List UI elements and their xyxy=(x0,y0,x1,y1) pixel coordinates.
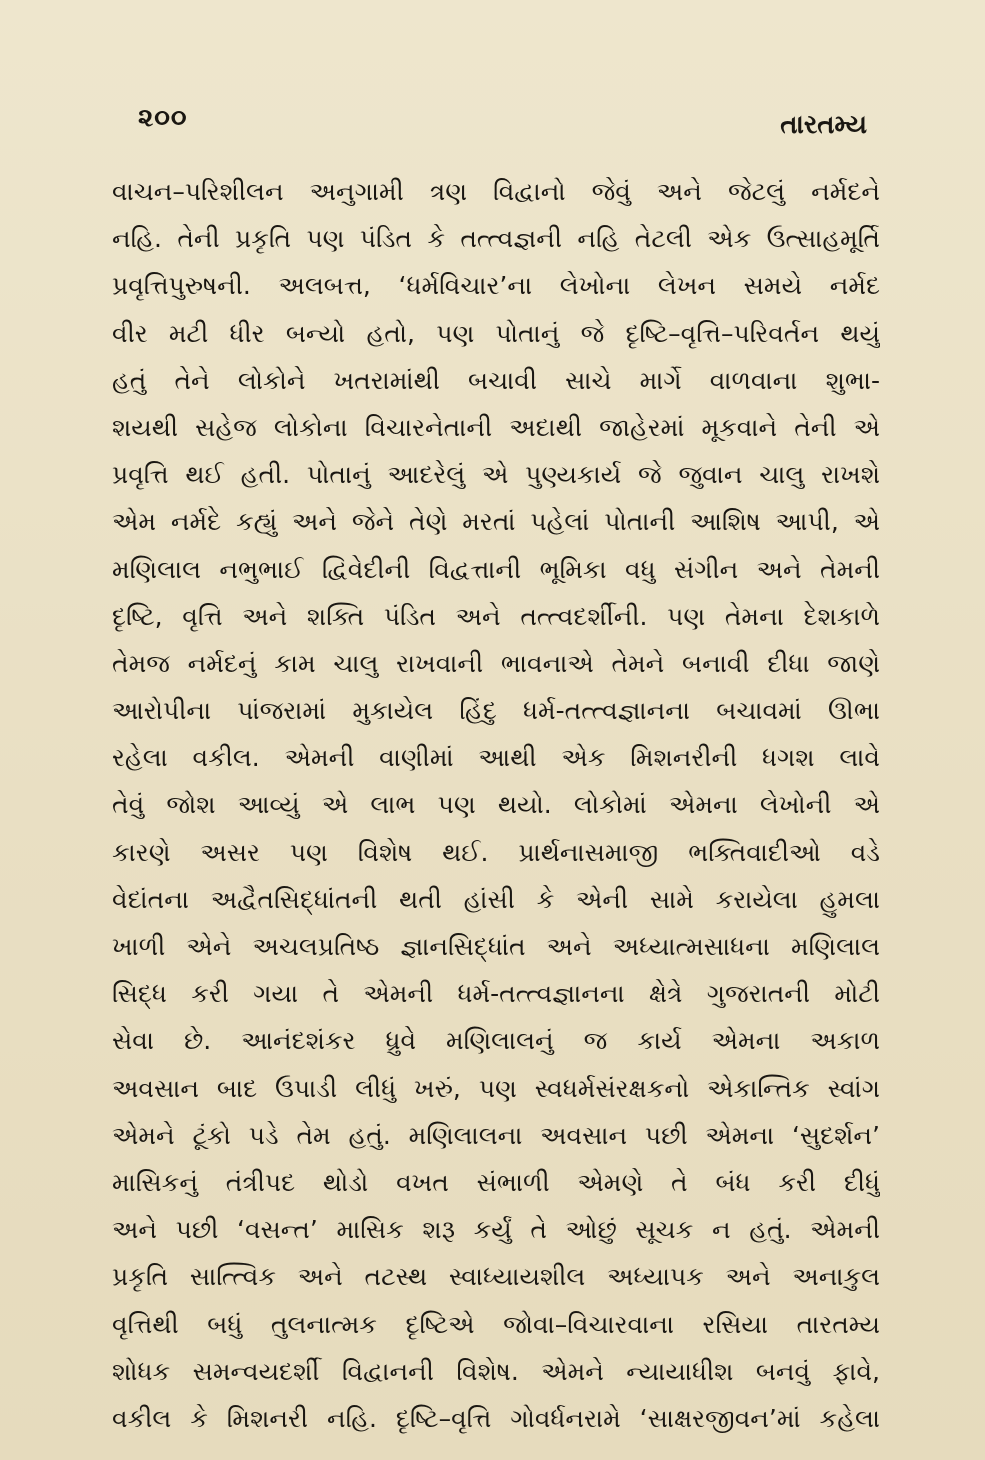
text-line: વાચન–પરિશીલન અનુગામી ત્રણ વિદ્વાનો જેવું અને જેટલું નર્મદને xyxy=(112,177,880,206)
text-line: શયથી સહેજ લોકોના વિચારનેતાની અદાથી જાહેરમાં મૂકવાને તેની એ xyxy=(112,412,880,442)
text-line: કારણે અસર પણ વિશેષ થઈ. પ્રાર્થનાસમાજી ભક્તિવાદીઓ વડે xyxy=(112,837,880,867)
page-number: ૨૦૦ xyxy=(138,103,188,133)
text-line: એમ નર્મદે કહ્યું અને જેને તેણે મરતાં પહેલાં પોતાની આશિષ આપી, એ xyxy=(112,507,880,537)
text-line: સિદ્ધ કરી ગયા તે એમની ધર્મ-તત્ત્વજ્ઞાનના ક્ષેત્રે ગુજરાતની મોટી xyxy=(112,979,880,1009)
text-line: પ્રવૃત્તિ થઈ હતી. પોતાનું આદરેલું એ પુણ્યકાર્ય જે જુવાન ચાલુ રાખશે xyxy=(112,460,880,490)
text-line: પ્રવૃત્તિપુરુષની. અલબત્ત, ‘ધર્મવિચાર’ના લેખોના લેખન સમયે નર્મદ xyxy=(112,271,880,301)
text-line: વીર મટી ધીર બન્યો હતો, પણ પોતાનું જે દૃષ્ટિ–વૃત્તિ–પરિવર્તન થયું xyxy=(112,318,880,348)
text-line: હતું તેને લોકોને ખતરામાંથી બચાવી સાચે માર્ગે વાળવાના શુભા- xyxy=(112,365,880,395)
text-line: વકીલ કે મિશનરી નહિ. દૃષ્ટિ–વૃત્તિ ગોવર્ધનરામે ‘સાક્ષરજીવન’માં કહેલા xyxy=(112,1403,880,1433)
body-paragraph xyxy=(112,168,880,1442)
text-line: તેમજ નર્મદનું કામ ચાલુ રાખવાની ભાવનાએ તેમને બનાવી દીધા જાણે xyxy=(112,648,880,678)
text-line: અને પછી ‘વસન્ત’ માસિક શરૂ કર્યું તે ઓછું સૂચક ન હતું. એમની xyxy=(112,1215,880,1245)
text-line: શોધક સમન્વયદર્શી વિદ્વાનની વિશેષ. એમને ન્યાયાધીશ બનવું ફાવે, xyxy=(112,1356,880,1386)
text-line: અવસાન બાદ ઉપાડી લીધું ખરું, પણ સ્વધર્મસંરક્ષકનો એકાન્તિક સ્વાંગ xyxy=(112,1073,880,1103)
text-line: આરોપીના પાંજરામાં મુકાયેલ હિંદુ ધર્મ-તત્ત્વજ્ઞાનના બચાવમાં ઊભા xyxy=(112,696,880,726)
text-line: સેવા છે. આનંદશંકર ધ્રુવે મણિલાલનું જ કાર્ય એમના અકાળ xyxy=(112,1026,880,1056)
text-line: ખાળી એને અચલપ્રતિષ્ઠ જ્ઞાનસિદ્ધાંત અને અધ્યાત્મસાધના મણિલાલ xyxy=(112,932,880,961)
text-line: મણિલાલ નભુભાઈ દ્વિવેદીની વિદ્વત્તાની ભૂમિકા વધુ સંગીન અને તેમની xyxy=(112,554,880,584)
text-line: દૃષ્ટિ, વૃત્તિ અને શક્તિ પંડિત અને તત્ત્વદર્શીની. પણ તેમના દેશકાળે xyxy=(112,601,880,631)
text-line: નહિ. તેની પ્રકૃતિ પણ પંડિત કે તત્ત્વજ્ઞની નહિ તેટલી એક ઉત્સાહમૂર્તિ xyxy=(112,224,880,254)
text-line: એમને ટૂંકો પડે તેમ હતું. મણિલાલના અવસાન પછી એમના ‘સુદર્શન’ xyxy=(112,1120,880,1150)
text-line: તેવું જોશ આવ્યું એ લાભ પણ થયો. લોકોમાં એમના લેખોની એ xyxy=(112,790,880,820)
text-line: માસિકનું તંત્રીપદ થોડો વખત સંભાળી એમણે તે બંધ કરી દીધું xyxy=(112,1167,880,1197)
text-line: પ્રકૃતિ સાત્ત્વિક અને તટસ્થ સ્વાધ્યાયશીલ અધ્યાપક અને અનાકુલ xyxy=(112,1262,880,1292)
text-line: વૃત્તિથી બધું તુલનાત્મક દૃષ્ટિએ જોવા–વિચારવાના રસિયા તારતમ્ય xyxy=(112,1309,880,1339)
running-title: તારતમ્ય xyxy=(780,110,867,140)
text-line: રહેલા વકીલ. એમની વાણીમાં આથી એક મિશનરીની ધગશ લાવે xyxy=(112,743,880,773)
text-line: વેદાંતના અદ્વૈતસિદ્ધાંતની થતી હાંસી કે એની સામે કરાયેલા હુમલા xyxy=(112,884,880,914)
